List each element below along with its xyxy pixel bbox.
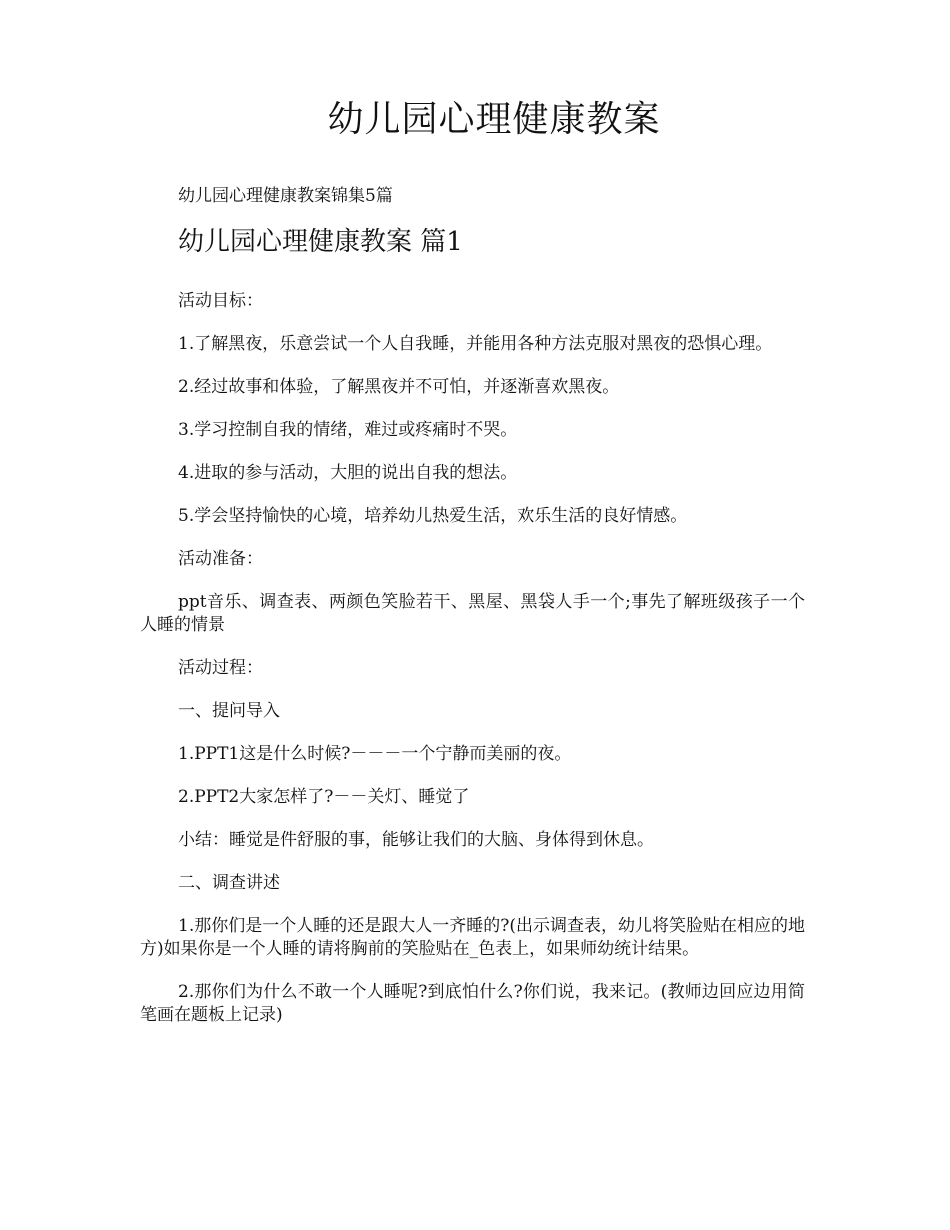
paragraph-preparation-label: 活动准备： [178,549,263,569]
paragraph-goal-2: 2.经过故事和体验，了解黑夜并不可怕，并逐渐喜欢黑夜。 [178,377,620,397]
paragraph-step-2-item-1: 1.那你们是一个人睡的还是跟大人一齐睡的?(出示调查表，幼儿将笑脸贴在相应的地方)如果你是一个人睡的请将胸前的笑脸贴在_色表上，如果师幼统计结果。 [140,916,805,959]
paragraph-step-2-item-2: 2.那你们为什么不敢一个人睡呢?到底怕什么?你们说，我来记。(教师边回应边用简笔画在题板上记录) [140,982,805,1025]
paragraph-step-1-item-2: 2.PPT2大家怎样了?－－关灯、睡觉了 [178,787,470,807]
paragraph-step-1-item-1: 1.PPT1这是什么时候?－－－一个宁静而美丽的夜。 [178,744,572,764]
paragraph-summary: 小结：睡觉是件舒服的事，能够让我们的大脑、身体得到休息。 [178,830,654,850]
paragraph-goal-1: 1.了解黑夜，乐意尝试一个人自我睡，并能用各种方法克服对黑夜的恐惧心理。 [178,334,773,354]
paragraph-step-1-heading: 一、提问导入 [178,701,280,721]
document-subtitle: 幼儿园心理健康教案锦集5篇 [178,186,393,206]
paragraph-goal-5: 5.学会坚持愉快的心境，培养幼儿热爱生活，欢乐生活的良好情感。 [178,506,688,526]
document-body [140,290,805,1047]
paragraph-process-label: 活动过程： [178,658,263,678]
section-heading: 幼儿园心理健康教案 篇1 [178,227,463,257]
paragraph-goal-4: 4.进取的参与活动，大胆的说出自我的想法。 [178,463,518,483]
document-title: 幼儿园心理健康教案 [327,99,661,140]
paragraph-goal-3: 3.学习控制自我的情绪，难过或疼痛时不哭。 [178,420,518,440]
paragraph-step-2-heading: 二、调查讲述 [178,873,280,893]
paragraph-preparation: ppt音乐、调查表、两颜色笑脸若干、黑屋、黑袋人手一个;事先了解班级孩子一个人睡的情景 [140,592,805,635]
paragraph-activity-goals-label: 活动目标： [178,291,263,311]
